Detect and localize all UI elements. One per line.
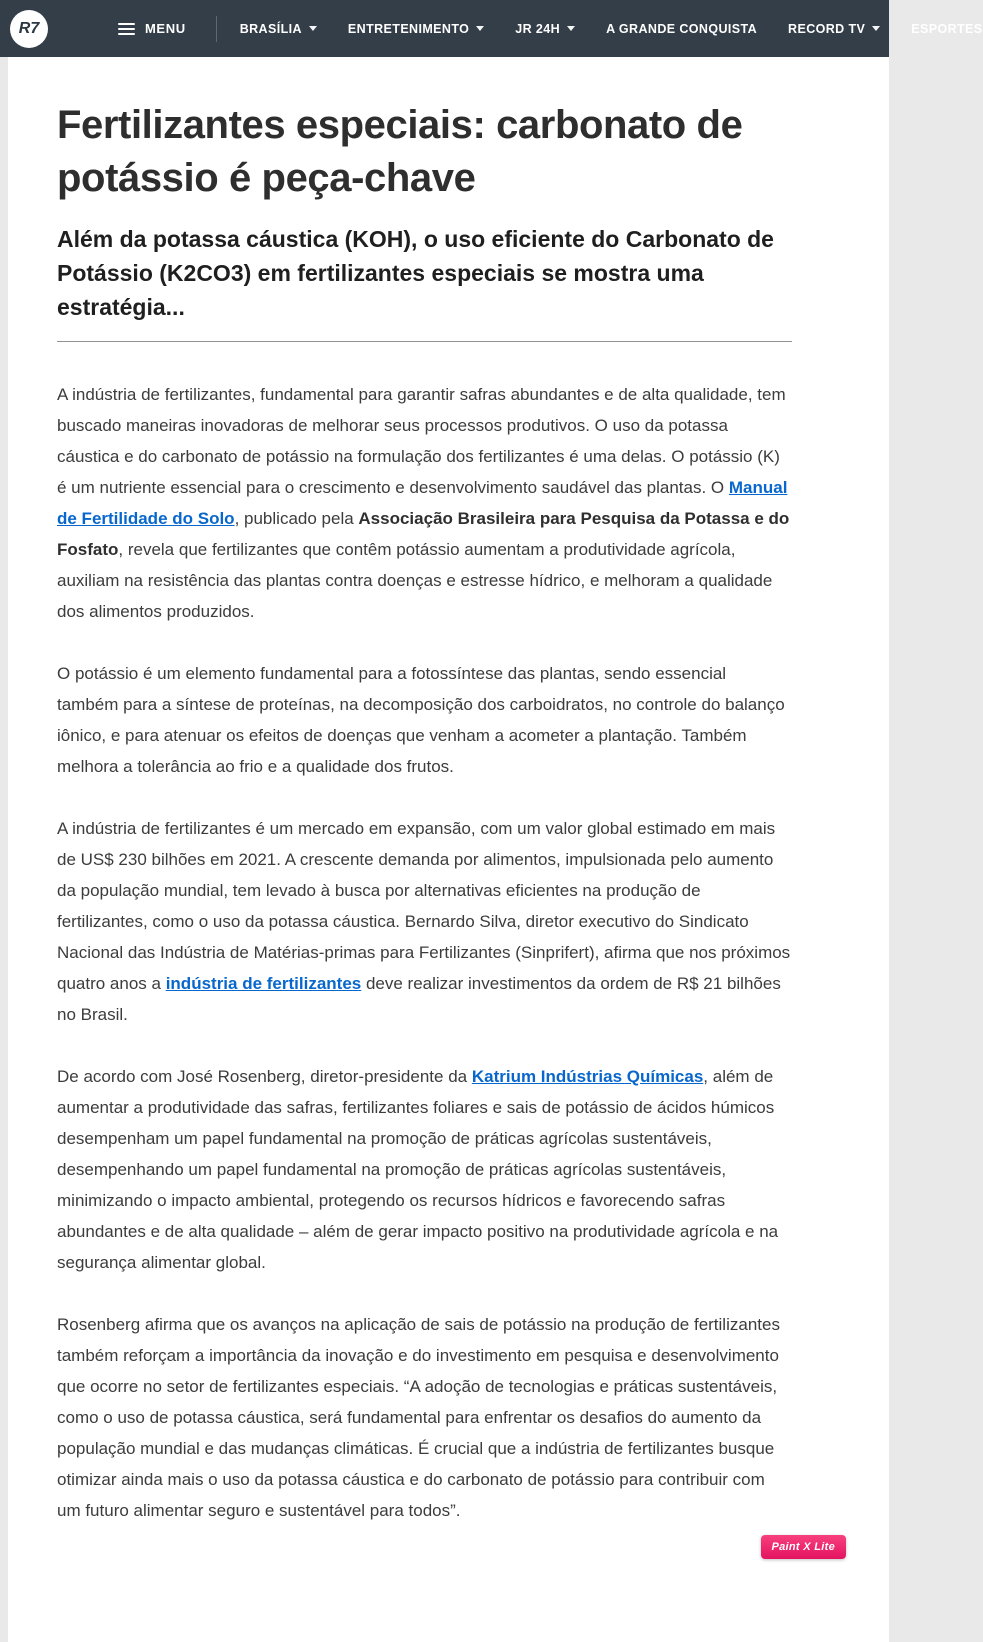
paragraph-text: Rosenberg afirma que os avanços na aplicação de sais de potássio na produção de fertilizantes também reforçam a importância da inovação e do investimento em pesquisa e desenvolvimento que ocorre no setor de fertilizantes especiais. “A adoção de tecnologias e práticas sustentáveis, como o uso de potassa cáustica, será fundamental para enfrentar os desafios do aumento da população mundial e das mudanças climáticas. É crucial que a indústria de fertilizantes busque otimizar ainda mais o uso da potassa cáustica e do carbonato de potássio para contribuir com um futuro alimentar seguro e sustentável para todos”.: [57, 1314, 780, 1520]
title-divider: [57, 341, 792, 342]
paragraph-text: De acordo com José Rosenberg, diretor-presidente da: [57, 1066, 472, 1086]
r7-logo-text: R7: [18, 19, 40, 37]
nav-item-a-grande-conquista[interactable]: [606, 22, 757, 36]
bold-associacao-brasileira: Associação Brasileira para Pesquisa da Potassa e do Fosfato: [57, 508, 790, 559]
nav-item-label: BRASÍLIA: [239, 21, 302, 36]
paragraph-text: , além de aumentar a produtividade das safras, fertilizantes foliares e sais de potássio de ácidos húmicos desempenham um papel fundamental na promoção de práticas agrícolas sustentáveis, desempenhando um papel fundamental na promoção de práticas agrícolas sustentáveis, minimizando o impacto ambiental, protegendo os recursos hídricos e favorecendo safras abundantes e de alta qualidade – além de gerar impacto positivo na produtividade agrícola e na segurança alimentar global.: [57, 1066, 779, 1272]
chevron-down-icon: [476, 26, 484, 31]
nav-item-label: RECORD TV: [788, 21, 866, 36]
link-manual-de-fertilidade-do-solo[interactable]: Manual de Fertilidade do Solo: [57, 477, 788, 528]
paragraph-text: O potássio é um elemento fundamental para a fotossíntese das plantas, sendo essencial também para a síntese de proteínas, na decomposição dos carboidratos, no controle do balanço iônico, e para atenuar os efeitos de doenças que venham a acometer a plantação. Também melhora a tolerância ao frio e a qualidade dos frutos.: [57, 663, 785, 776]
nav-item-label: ESPORTES: [911, 21, 983, 36]
menu-button[interactable]: [118, 21, 186, 36]
nav-item-label: ENTRETENIMENTO: [347, 21, 470, 36]
nav-item-jr24h[interactable]: [515, 22, 575, 36]
link-industria-de-fertilizantes[interactable]: indústria de fertilizantes: [165, 973, 362, 993]
article-page: [8, 57, 889, 1642]
article: [57, 99, 792, 1526]
paragraph-text: deve realizar investimentos da ordem de R$ 21 bilhões no Brasil.: [57, 973, 781, 1024]
primary-nav: [240, 22, 983, 36]
nav-item-esportes[interactable]: [911, 22, 982, 36]
nav-item-record-tv[interactable]: [788, 22, 880, 36]
article-paragraph-1: [57, 379, 792, 627]
link-katrium-industrias-quimicas[interactable]: Katrium Indústrias Químicas: [471, 1066, 704, 1086]
article-paragraph-3: [57, 813, 792, 1030]
chevron-down-icon: [872, 26, 880, 31]
paragraph-text: , publicado pela: [234, 508, 359, 528]
top-navigation-bar: [0, 0, 983, 57]
article-paragraph-5: [57, 1309, 792, 1526]
menu-button-label: MENU: [145, 21, 186, 36]
nav-item-label: A GRANDE CONQUISTA: [606, 21, 758, 36]
paragraph-text: A indústria de fertilizantes, fundamental para garantir safras abundantes e de alta qualidade, tem buscado maneiras inovadoras de melhorar seus processos produtivos. O uso da potassa cáustica e do carbonato de potássio na formulação dos fertilizantes é uma delas. O potássio (K) é um nutriente essencial para o crescimento e desenvolvimento saudável das plantas. O: [57, 384, 786, 497]
article-paragraph-2: [57, 658, 792, 782]
nav-separator: [216, 16, 217, 42]
r7-logo[interactable]: [10, 10, 48, 48]
article-subtitle: Além da potassa cáustica (KOH), o uso eficiente do Carbonato de Potássio (K2CO3) em fertilizantes especiais se mostra uma estratégia...: [57, 226, 774, 320]
article-title: Fertilizantes especiais: carbonato de potássio é peça-chave: [57, 103, 743, 201]
paragraph-text: A indústria de fertilizantes é um mercado em expansão, com um valor global estimado em mais de US$ 230 bilhões em 2021. A crescente demanda por alimentos, impulsionada pelo aumento da população mundial, tem levado à busca por alternativas eficientes na produção de fertilizantes, como o uso da potassa cáustica. Bernardo Silva, diretor executivo do Sindicato Nacional das Indústria de Matérias-primas para Fertilizantes (Sinprifert), afirma que nos próximos quatro anos a: [57, 818, 791, 993]
article-paragraph-4: [57, 1061, 792, 1278]
paragraph-text: , revela que fertilizantes que contêm potássio aumentam a produtividade agrícola, auxiliam na resistência das plantas contra doenças e estresse hídrico, e melhoram a qualidade dos alimentos produzidos.: [57, 539, 773, 621]
nav-item-entretenimento[interactable]: [348, 22, 484, 36]
nav-item-label: JR 24H: [515, 21, 561, 36]
nav-item-brasilia[interactable]: [240, 22, 317, 36]
paint-x-lite-badge: Paint X Lite: [761, 1535, 847, 1559]
chevron-down-icon: [567, 26, 575, 31]
hamburger-icon: [118, 23, 135, 35]
chevron-down-icon: [309, 26, 317, 31]
